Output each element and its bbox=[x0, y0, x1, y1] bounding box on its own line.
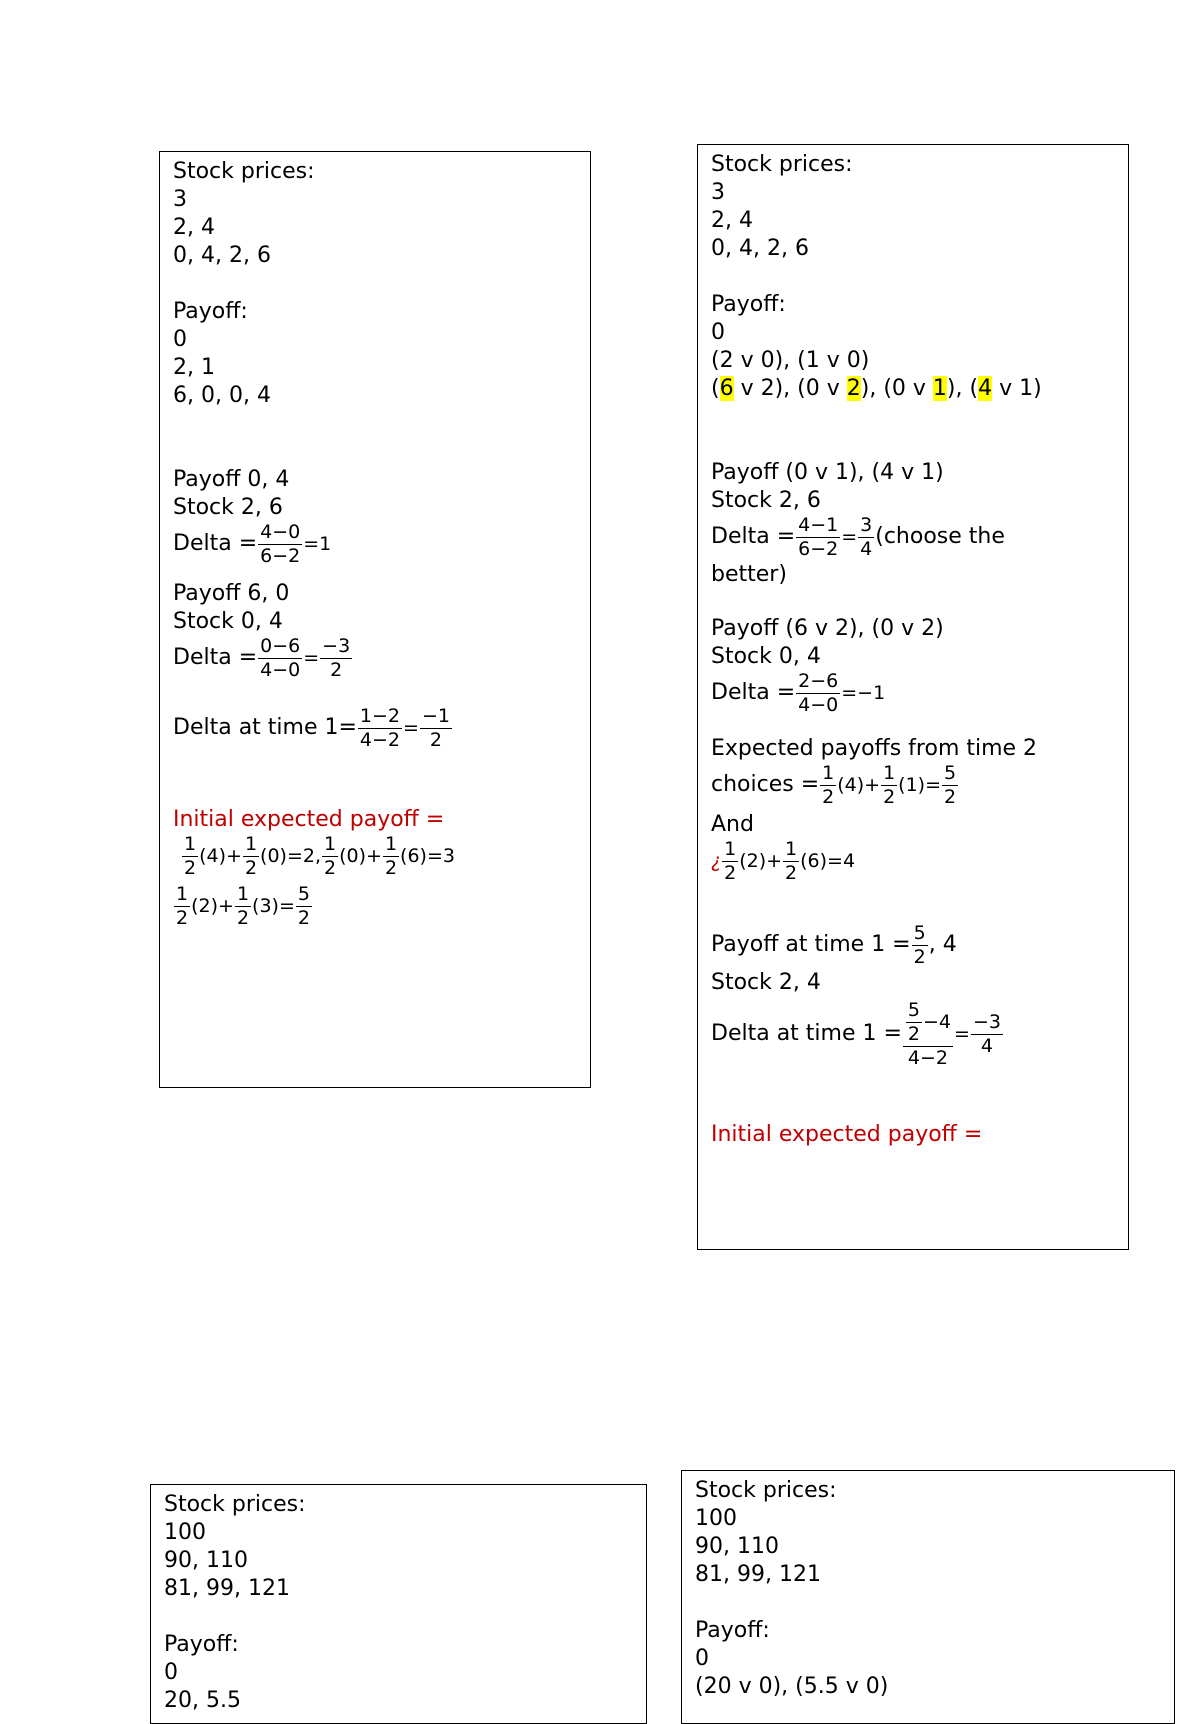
solution-box-3 bbox=[150, 1484, 647, 1724]
stock-prices-header: Stock prices: bbox=[164, 1492, 306, 1517]
fraction-half: $\frac{1}{2}$ bbox=[785, 837, 798, 884]
payoff-header: Payoff: bbox=[173, 299, 248, 324]
fraction: $\frac{5}{2}$ bbox=[297, 882, 310, 929]
term: (4)+ bbox=[837, 774, 881, 796]
fraction-half: $\frac{1}{2}$ bbox=[244, 832, 258, 879]
highlight: 4 bbox=[978, 376, 993, 401]
denominator: 2 bbox=[330, 658, 343, 681]
stock-line: 100 bbox=[164, 1520, 206, 1545]
denominator: 2 bbox=[429, 728, 442, 751]
equals: = bbox=[954, 1023, 970, 1045]
numerator: −1 bbox=[421, 704, 450, 727]
section-payoff: Payoff 0, 4 bbox=[173, 467, 290, 492]
section-payoff: Payoff 6, 0 bbox=[173, 581, 290, 606]
stock-line: 2, 4 bbox=[173, 215, 215, 240]
delta-label: Delta = bbox=[711, 680, 796, 705]
solution-box-2 bbox=[697, 144, 1129, 1250]
delta-label: Delta at time 1 = bbox=[711, 1021, 902, 1046]
section-payoff: Payoff (0 v 1), (4 v 1) bbox=[711, 460, 944, 485]
payoff-time1-equation bbox=[711, 923, 1122, 967]
payoff-line: 0 bbox=[173, 327, 187, 352]
denominator: 4−2 bbox=[359, 728, 401, 751]
stock-prices-header: Stock prices: bbox=[711, 152, 853, 177]
fraction bbox=[420, 704, 452, 751]
payoff-header: Payoff: bbox=[164, 1632, 239, 1657]
solution-box-4 bbox=[681, 1470, 1175, 1724]
result: =−1 bbox=[841, 682, 886, 704]
payoff-line: 0 bbox=[695, 1646, 709, 1671]
section-stock: Stock 0, 4 bbox=[711, 644, 821, 669]
equals: = bbox=[403, 717, 419, 739]
numerator: −3 bbox=[322, 634, 351, 657]
stock-line: 3 bbox=[173, 187, 187, 212]
term: (1)= bbox=[898, 774, 942, 796]
term: (3)= bbox=[252, 895, 295, 917]
payoff-time1-label: Payoff at time 1 = bbox=[711, 932, 911, 957]
choices-label: choices = bbox=[711, 772, 820, 797]
term: (2)+ bbox=[191, 895, 234, 917]
highlight: 2 bbox=[846, 376, 861, 401]
fraction bbox=[258, 634, 302, 681]
delta-label: Delta = bbox=[173, 645, 258, 670]
delta-equation bbox=[711, 671, 1122, 715]
choices-equation bbox=[711, 763, 1122, 807]
delta-equation bbox=[711, 515, 1122, 559]
initial-expected-payoff-label: Initial expected payoff = bbox=[711, 1122, 983, 1147]
fraction-half: $\frac{1}{2}$ bbox=[184, 832, 197, 879]
delta-label: Delta = bbox=[711, 524, 796, 549]
section-stock: Stock 0, 4 bbox=[173, 609, 283, 634]
expectation-equation bbox=[173, 834, 584, 878]
stock-line: 100 bbox=[695, 1506, 737, 1531]
stock-line: 0, 4, 2, 6 bbox=[711, 236, 809, 261]
highlight: 1 bbox=[932, 376, 947, 401]
stock-line: 90, 110 bbox=[695, 1534, 779, 1559]
fraction: $\frac{-3}{4}$ bbox=[972, 1010, 1001, 1057]
denominator: 6−2 bbox=[260, 544, 301, 567]
payoff-line: 0 bbox=[711, 320, 725, 345]
payoff-header: Payoff: bbox=[695, 1618, 770, 1643]
term: (2)+ bbox=[739, 850, 783, 872]
fraction-half: $\frac{1}{2}$ bbox=[883, 761, 896, 808]
payoff-line: 6, 0, 0, 4 bbox=[173, 383, 271, 408]
section-stock: Stock 2, 6 bbox=[173, 495, 283, 520]
delta-time1-equation bbox=[173, 706, 584, 750]
expected-payoffs-line: Expected payoffs from time 2 bbox=[711, 736, 1038, 761]
note: (choose the bbox=[875, 524, 1005, 549]
payoff-line-highlighted: (6 v 2), (0 v 2), (0 v 1), (4 v 1) bbox=[711, 376, 1042, 401]
stock-prices-header: Stock prices: bbox=[173, 159, 315, 184]
note-continued: better) bbox=[711, 562, 787, 587]
fraction-half: $\frac{1}{2}$ bbox=[236, 882, 250, 929]
stock-time1: Stock 2, 4 bbox=[711, 970, 821, 995]
payoff-line: 2, 1 bbox=[173, 355, 215, 380]
term: (6)=3 bbox=[400, 845, 455, 867]
term: (6)=4 bbox=[800, 850, 856, 872]
expectation-equation bbox=[173, 884, 584, 928]
stock-prices-header: Stock prices: bbox=[695, 1478, 837, 1503]
highlight: 6 bbox=[719, 376, 734, 401]
inverted-question-mark: ¿ bbox=[711, 850, 722, 872]
fraction: $\frac{5}{2}$ bbox=[944, 761, 957, 808]
fraction: $\frac{5}{2}$ bbox=[913, 921, 926, 968]
stock-line: 0, 4, 2, 6 bbox=[173, 243, 271, 268]
initial-expected-payoff-label: Initial expected payoff = bbox=[173, 807, 445, 832]
fraction-half: $\frac{1}{2}$ bbox=[384, 832, 398, 879]
section-payoff: Payoff (6 v 2), (0 v 2) bbox=[711, 616, 944, 641]
denominator: 4−0 bbox=[260, 658, 301, 681]
stock-line: 81, 99, 121 bbox=[695, 1562, 821, 1587]
fraction: $\frac{5}{2}$ bbox=[907, 998, 921, 1045]
and-equation bbox=[711, 839, 1122, 883]
payoff-header: Payoff: bbox=[711, 292, 786, 317]
payoff-line: (2 v 0), (1 v 0) bbox=[711, 348, 870, 373]
delta-label: Delta at time 1= bbox=[173, 715, 357, 740]
fraction: $\frac{2-6}{4-0}$ bbox=[798, 669, 839, 716]
fraction-half: $\frac{1}{2}$ bbox=[724, 837, 737, 884]
payoff-time1-tail: , 4 bbox=[928, 932, 957, 957]
solution-box-1 bbox=[159, 151, 591, 1088]
term: (0)+ bbox=[339, 845, 382, 867]
payoff-line: 0 bbox=[164, 1660, 178, 1685]
fraction bbox=[258, 520, 302, 567]
fraction-half: $\frac{1}{2}$ bbox=[176, 882, 189, 929]
numerator: 4−0 bbox=[260, 520, 301, 543]
payoff-line: (20 v 0), (5.5 v 0) bbox=[695, 1674, 889, 1699]
result: =1 bbox=[303, 533, 332, 555]
fraction-half: $\frac{1}{2}$ bbox=[324, 832, 337, 879]
payoff-line: 20, 5.5 bbox=[164, 1688, 241, 1713]
fraction-half: $\frac{1}{2}$ bbox=[822, 761, 835, 808]
stock-line: 81, 99, 121 bbox=[164, 1576, 290, 1601]
stock-line: 3 bbox=[711, 180, 725, 205]
delta-time1-equation bbox=[711, 997, 1122, 1071]
delta-label: Delta = bbox=[173, 531, 258, 556]
and-label: And bbox=[711, 812, 754, 837]
fraction bbox=[358, 704, 402, 751]
fraction: $\frac{3}{4}$ bbox=[860, 513, 873, 560]
stock-line: 2, 4 bbox=[711, 208, 753, 233]
delta-equation bbox=[173, 522, 584, 566]
numerator: 1−2 bbox=[359, 704, 401, 727]
term: (4)+ bbox=[199, 845, 242, 867]
fraction: $\frac{4-1}{6-2}$ bbox=[798, 513, 839, 560]
term: (0)=2, bbox=[260, 845, 321, 867]
delta-equation bbox=[173, 636, 584, 680]
stock-line: 90, 110 bbox=[164, 1548, 248, 1573]
fraction bbox=[320, 634, 352, 681]
numerator: 0−6 bbox=[260, 634, 301, 657]
section-stock: Stock 2, 6 bbox=[711, 488, 821, 513]
equals: = bbox=[841, 526, 858, 548]
equals: = bbox=[303, 647, 320, 669]
compound-fraction: $\frac{5}{2}$ −4 4−2 bbox=[903, 1001, 953, 1068]
